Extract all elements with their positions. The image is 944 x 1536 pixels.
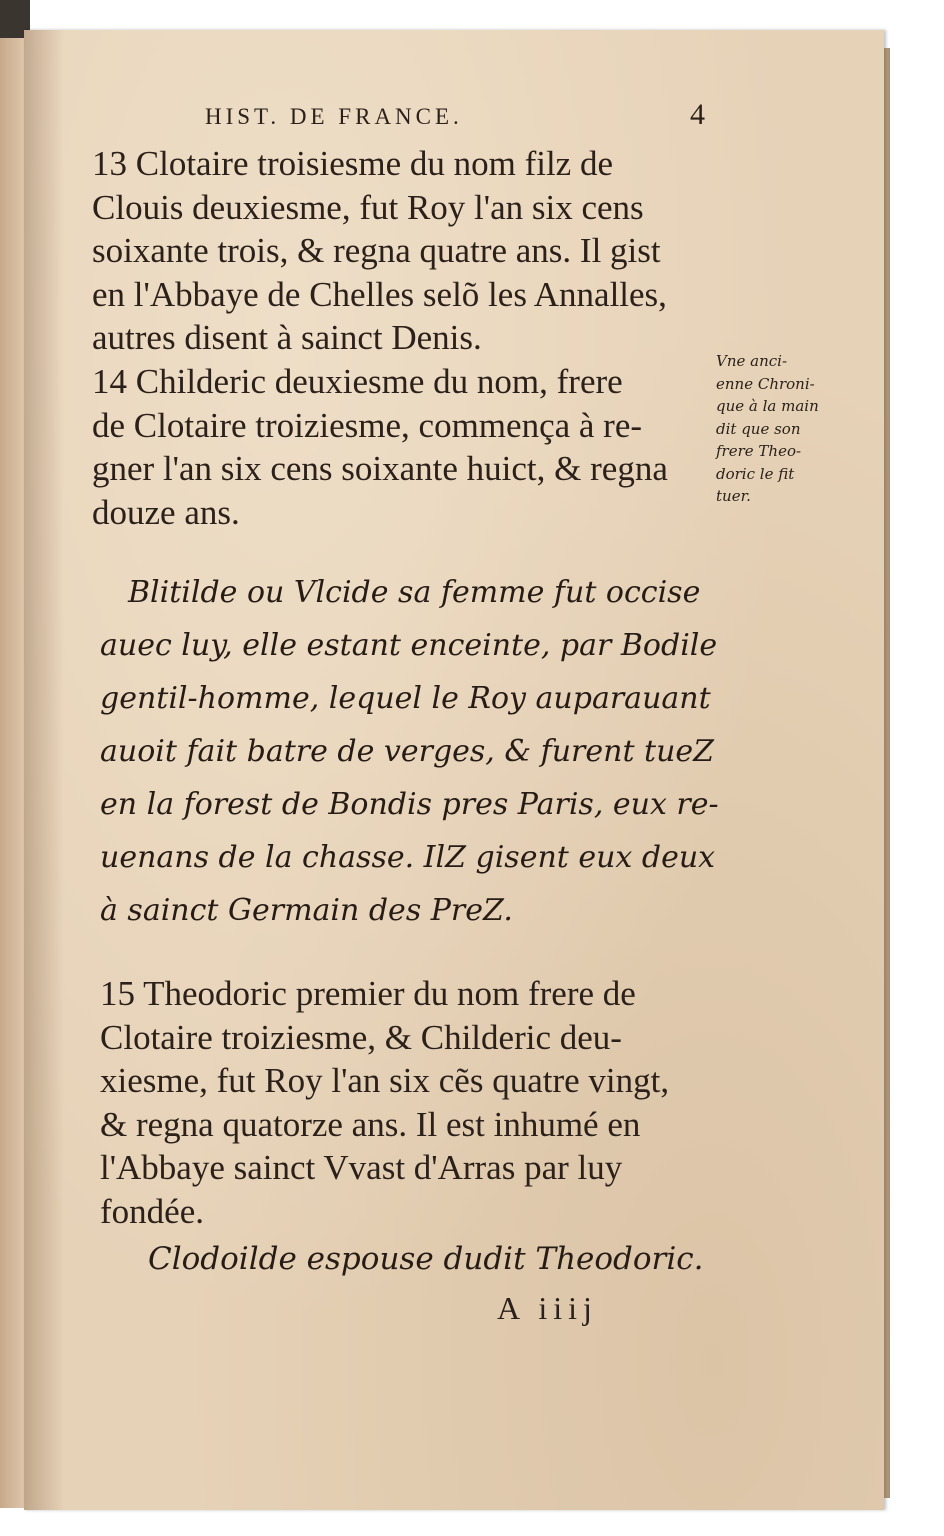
margin-note-line: tuer.: [716, 487, 751, 505]
italic-line: en la forest de Bondis pres Paris, eux re-: [100, 787, 719, 822]
margin-note: [716, 354, 856, 512]
italic-line: auec luy, elle estant enceinte, par Bodile: [100, 628, 718, 663]
margin-note-line: dit que son: [716, 419, 801, 438]
entry13-line: Clouis deuxiesme, fut Roy l'an six cens: [92, 188, 644, 227]
italic-line: auoit fait batre de verges, & furent tueZ: [100, 734, 715, 769]
signature-mark: A iiij: [497, 1290, 598, 1326]
entry14-line: douze ans.: [92, 493, 240, 532]
entry15-line: l'Abbaye sainct Vvast d'Arras par luy: [100, 1148, 623, 1187]
entry14-line: gner l'an six cens soixante huict, & regna: [92, 449, 668, 488]
entry14-line: de Clotaire troiziesme, commença à re-: [92, 406, 643, 445]
italic-line: Blitilde ou Vlcide sa femme fut occise: [128, 575, 701, 610]
entry15-line: Clotaire troiziesme, & Childeric deu-: [100, 1018, 622, 1057]
entry15-line: fondée.: [100, 1192, 204, 1231]
entry14-line: 14 Childeric deuxiesme du nom, frere: [92, 362, 623, 401]
italic-line: à sainct Germain des PreZ.: [100, 893, 513, 928]
gutter-shadow: [24, 30, 64, 1510]
margin-note-line: doric le fit: [716, 464, 795, 483]
entry13-line: soixante trois, & regna quatre ans. Il gist: [92, 231, 661, 270]
margin-note-line: frere Theo-: [716, 442, 802, 460]
page-number: 4: [690, 98, 705, 131]
entry13-line: 13 Clotaire troisiesme du nom filz de: [92, 144, 614, 183]
margin-note-line: Vne anci-: [716, 352, 788, 370]
margin-note-line: enne Chroni-: [716, 374, 815, 393]
entry15-line: 15 Theodoric premier du nom frere de: [100, 974, 636, 1013]
closing-italic-line: Clodoilde espouse dudit Theodoric.: [148, 1241, 704, 1277]
margin-note-line: que à la main: [716, 397, 819, 415]
italic-line: uenans de la chasse. IlZ gisent eux deux: [100, 840, 716, 875]
entry13-line: en l'Abbaye de Chelles selõ les Annalles,: [92, 275, 667, 314]
entry15-line: xiesme, fut Roy l'an six cẽs quatre vingt,: [100, 1061, 670, 1100]
entry13-line: autres disent à sainct Denis.: [92, 318, 482, 357]
entry15-line: & regna quatorze ans. Il est inhumé en: [100, 1105, 641, 1144]
italic-line: gentil-homme, lequel le Roy auparauant: [100, 681, 711, 716]
running-header: [205, 100, 705, 136]
running-title: HIST. DE FRANCE.: [205, 104, 463, 129]
